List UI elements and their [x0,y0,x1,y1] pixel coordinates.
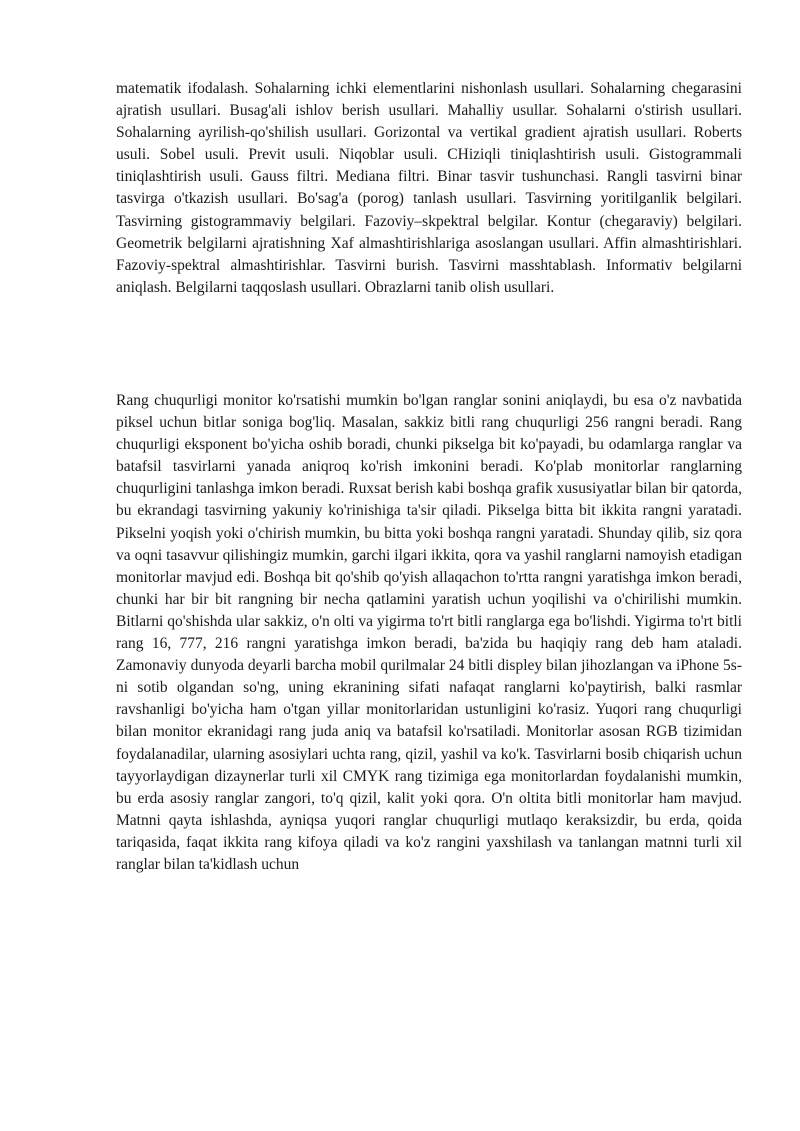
paragraph-color-depth: Rang chuqurligi monitor ko'rsatishi mumkin bo'lgan ranglar sonini aniqlaydi, bu esa o'z navbatida piksel uchun bitlar soniga bog'liq. Masalan, sakkiz bitli rang chuqurligi 256 rangni beradi. Rang chuqurligi eksponent bo'yicha oshib boradi, chunki pikselga bit ko'payadi, bu odamlarga ranglar va batafsil tasvirlarni yanada aniqroq ko'rish imkonini beradi. Ko'plab monitorlar ranglarning chuqurligini tanlashga imkon beradi. Ruxsat berish kabi boshqa grafik xususiyatlar bilan bir qatorda, bu ekrandagi tasvirning yakuniy ko'rinishiga ta'sir qiladi. Pikselga bitta bit ikkita rangni yaratadi. Pikselni yoqish yoki o'chirish mumkin, bu bitta yoki boshqa rangni yaratadi. Shunday qilib, siz qora va oqni tasavvur qilishingiz mumkin, garchi ilgari ikkita, qora va yashil ranglarni namoyish etadigan monitorlar mavjud edi. Boshqa bit qo'shib qo'yish allaqachon to'rtta rangni yaratishga imkon beradi, chunki har bir bit rangning bir necha qatlamini yaratish uchun yoqilishi va o'chirilishi mumkin. Bitlarni qo'shishda ular sakkiz, o'n olti va yigirma to'rt bitli ranglarga ega bo'lishdi. Yigirma to'rt bitli rang 16, 777, 216 rangni yaratishga imkon beradi, ba'zida bu haqiqiy rang deb ham ataladi. Zamonaviy dunyoda deyarli barcha mobil qurilmalar 24 bitli displey bilan jihozlangan va iPhone 5s-ni sotib olgandan so'ng, uning ekranining sifati nafaqat ranglarni ko'paytirish, balki rasmlar ravshanligi bo'yicha ham o'tgan yillar monitorlaridan ustunligini ko'rasiz. Yuqori rang chuqurligi bilan monitor ekranidagi rang juda aniq va batafsil ko'rsatiladi. Monitorlar asosan RGB tizimidan foydalanadilar, ularning asosiylari uchta rang, qizil, yashil va ko'k. Tasvirlarni bosib chiqarish uchun tayyorlaydigan dizaynerlar turli xil CMYK rang tizimiga ega monitorlardan foydalanishi mumkin, bu erda asosiy ranglar zangori, to'q qizil, kalit yoki qora. O'n oltita bitli monitorlar ham mavjud. Matnni qayta ishlashda, ayniqsa yuqori ranglar chuqurligi mutlaqo keraksizdir, bu erda, qoida tariqasida, faqat ikkita rang kifoya qiladi va ko'z rangini yaxshilash va tanlangan matnni turli xil ranglar bilan ta'kidlash uchun [116,392,742,873]
paragraph-segmentation-methods: matematik ifodalash. Sohalarning ichki elementlarini nishonlash usullari. Sohalarning chegarasini ajratish usullari. Busag'ali ishlov berish usullari. Mahalliy usullar. Sohalarni o'stirish usullari. Sohalarning ayrilish-qo'shilish usullari. Gorizontal va vertikal gradient ajratish usullari. Roberts usuli. Sobel usuli. Previt usuli. Niqoblar usuli. CHiziqli tiniqlashtirish usuli. Gistogrammali tiniqlashtirish usuli. Gauss filtri. Mediana filtri. Binar tasvir tushunchasi. Rangli tasvirni binar tasvirga o'tkazish usullari. Bo'sag'a (porog) tanlash usullari. Tasvirning yoritilganlik belgilari. Tasvirning gistogrammaviy belgilari. Fazoviy–skpektral belgilar. Kontur (chegaraviy) belgilari. Geometrik belgilarni ajratishning Xaf almashtirishlariga asoslangan usullari. Affin almashtirishlari. Fazoviy-spektral almashtirishlar. Tasvirni burish. Tasvirni masshtablash. Informativ belgilarni aniqlash. Belgilarni taqqoslash usullari. Obrazlarni tanib olish usullari. [116,80,742,296]
